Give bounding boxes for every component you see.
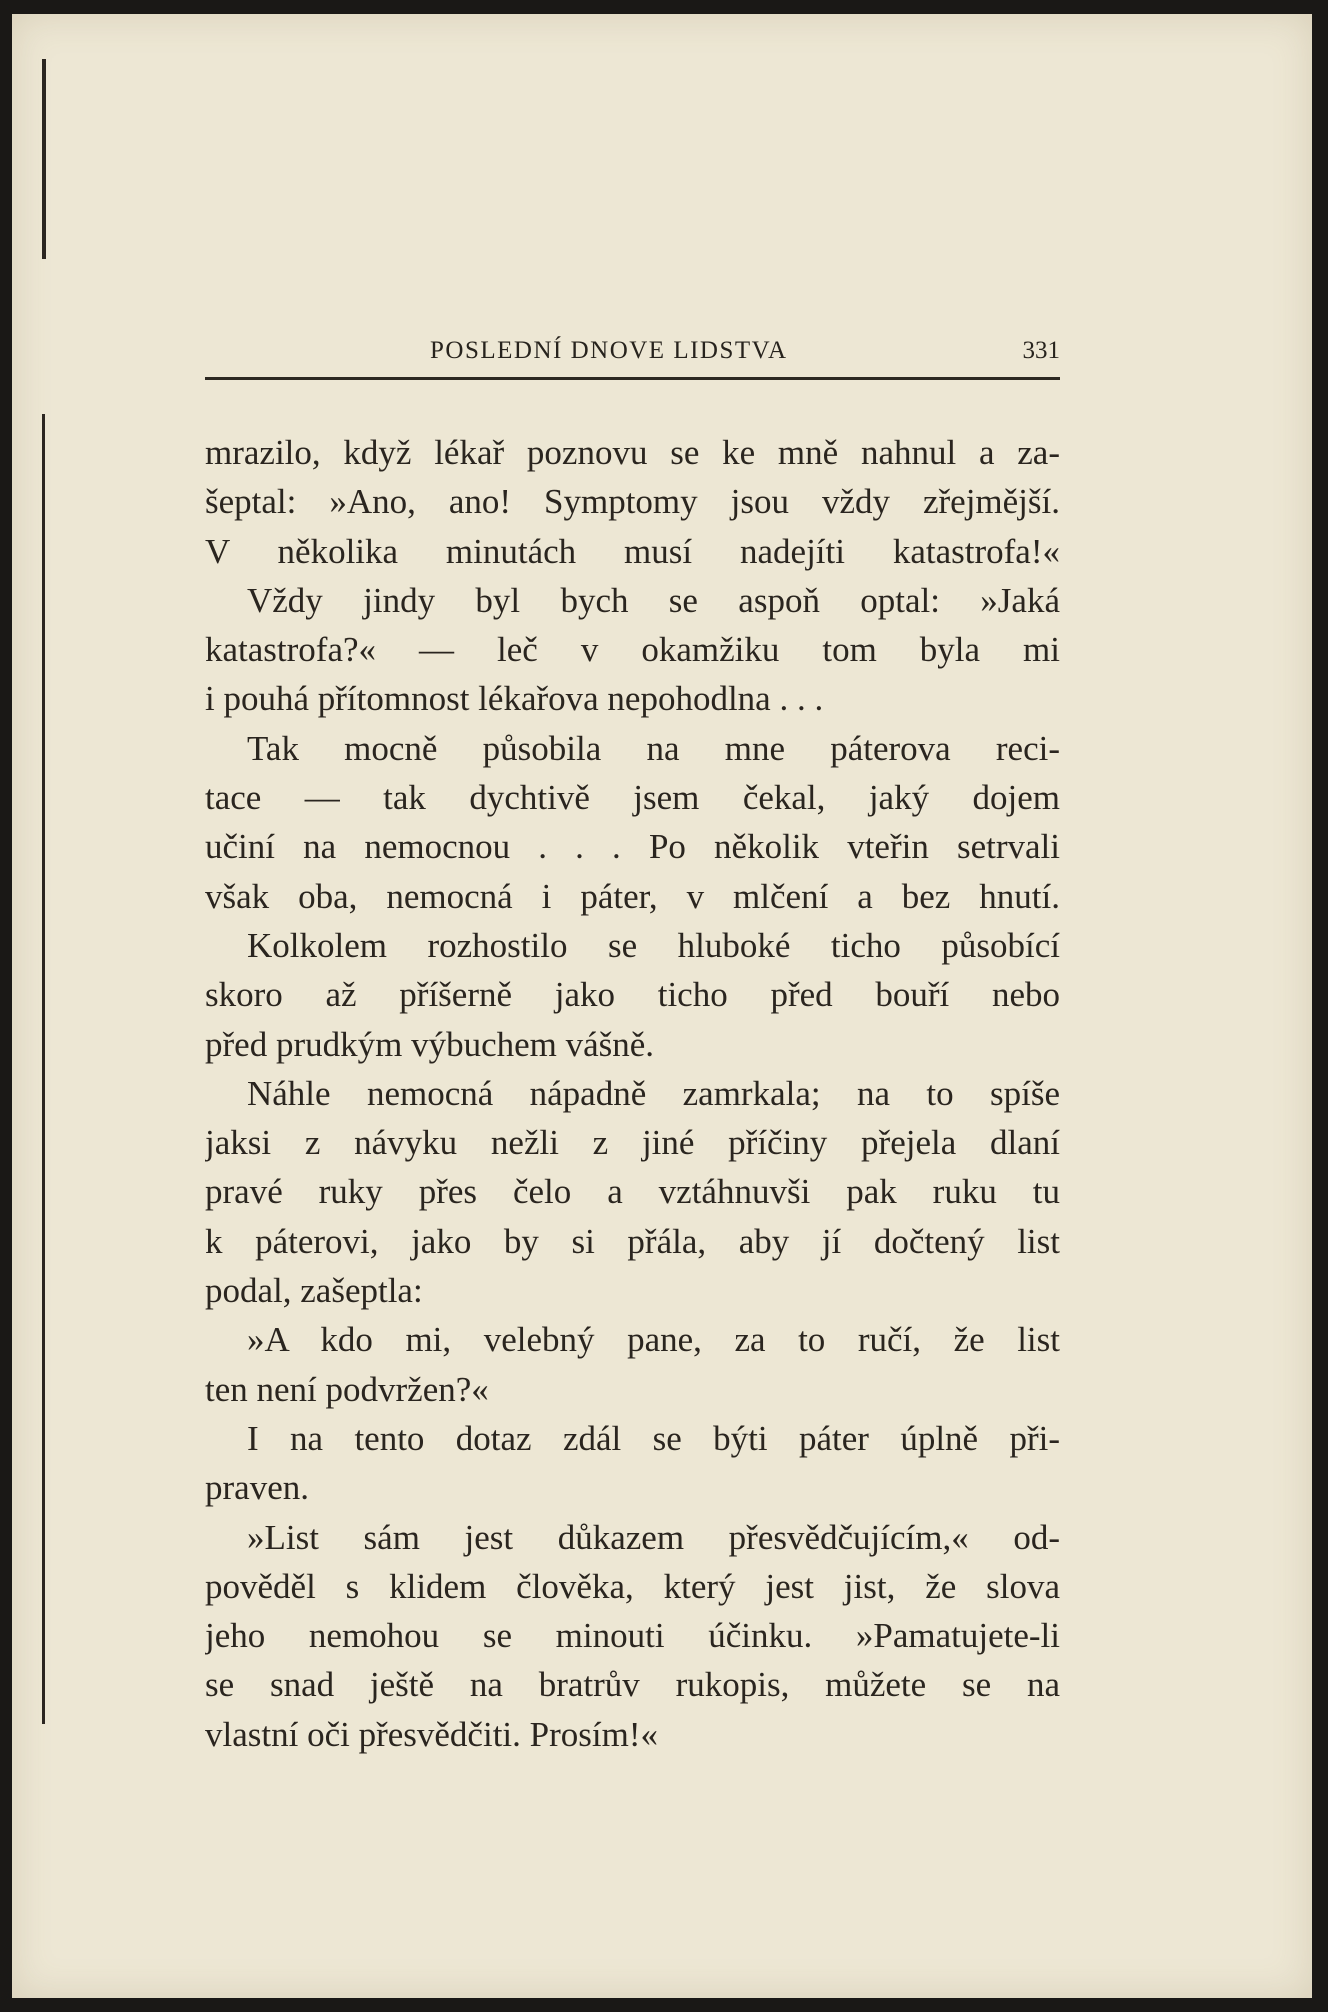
text-line: podal, zašeptla: (205, 1271, 423, 1311)
text-line: »A kdo mi, velebný pane, za to ručí, že list (247, 1320, 1060, 1360)
binding-edge-mark (42, 59, 46, 259)
header-rule (205, 377, 1060, 380)
text-line: i pouhá přítomnost lékařova nepohodlna . . . (205, 679, 824, 719)
text-line: jeho nemohou se minouti účinku. »Pamatujete-li (205, 1616, 1060, 1656)
text-line: ten není podvržen?« (205, 1369, 489, 1409)
text-line: vlastní oči přesvědčiti. Prosím!« (205, 1714, 658, 1754)
text-line: učiní na nemocnou . . . Po několik vteřin setrvali (205, 827, 1060, 867)
text-line: se snad ještě na bratrův rukopis, můžete se na (205, 1665, 1060, 1705)
text-line: pravé ruky přes čelo a vztáhnuvši pak ruku tu (205, 1172, 1060, 1212)
text-line: skoro až příšerně jako ticho před bouří nebo (205, 975, 1060, 1015)
text-line: Náhle nemocná nápadně zamrkala; na to spíše (247, 1073, 1060, 1113)
text-line: I na tento dotaz zdál se býti páter úplně při- (247, 1418, 1060, 1458)
binding-edge-line (42, 414, 45, 1724)
page-header (205, 337, 1060, 373)
body-text (205, 428, 1060, 1759)
text-line: tace — tak dychtivě jsem čekal, jaký dojem (205, 778, 1060, 818)
text-line: katastrofa?« — leč v okamžiku tom byla mi (205, 630, 1060, 670)
text-line: Tak mocně působila na mne páterova reci- (247, 728, 1060, 768)
text-line: Kolkolem rozhostilo se hluboké ticho působící (247, 925, 1060, 965)
running-title: POSLEDNÍ DNOVE LIDSTVA (430, 337, 788, 364)
text-line: šeptal: »Ano, ano! Symptomy jsou vždy zřejmější. (205, 482, 1060, 522)
text-line: Vždy jindy byl bych se aspoň optal: »Jaká (247, 580, 1060, 620)
text-line: jaksi z návyku nežli z jiné příčiny přejela dlaní (205, 1123, 1060, 1163)
text-line: však oba, nemocná i páter, v mlčení a bez hnutí. (205, 876, 1060, 916)
page-number: 331 (1022, 337, 1060, 364)
text-line: k páterovi, jako by si přála, aby jí dočtený list (205, 1221, 1060, 1261)
text-line: V několika minutách musí nadejíti katastrofa!« (205, 531, 1060, 571)
text-line: »List sám jest důkazem přesvědčujícím,« od- (247, 1517, 1060, 1557)
text-line: pověděl s klidem člověka, který jest jist, že slova (205, 1566, 1060, 1606)
text-line: mrazilo, když lékař poznovu se ke mně nahnul a za- (205, 433, 1060, 472)
text-line: praven. (205, 1468, 309, 1508)
text-line: před prudkým výbuchem vášně. (205, 1024, 655, 1064)
